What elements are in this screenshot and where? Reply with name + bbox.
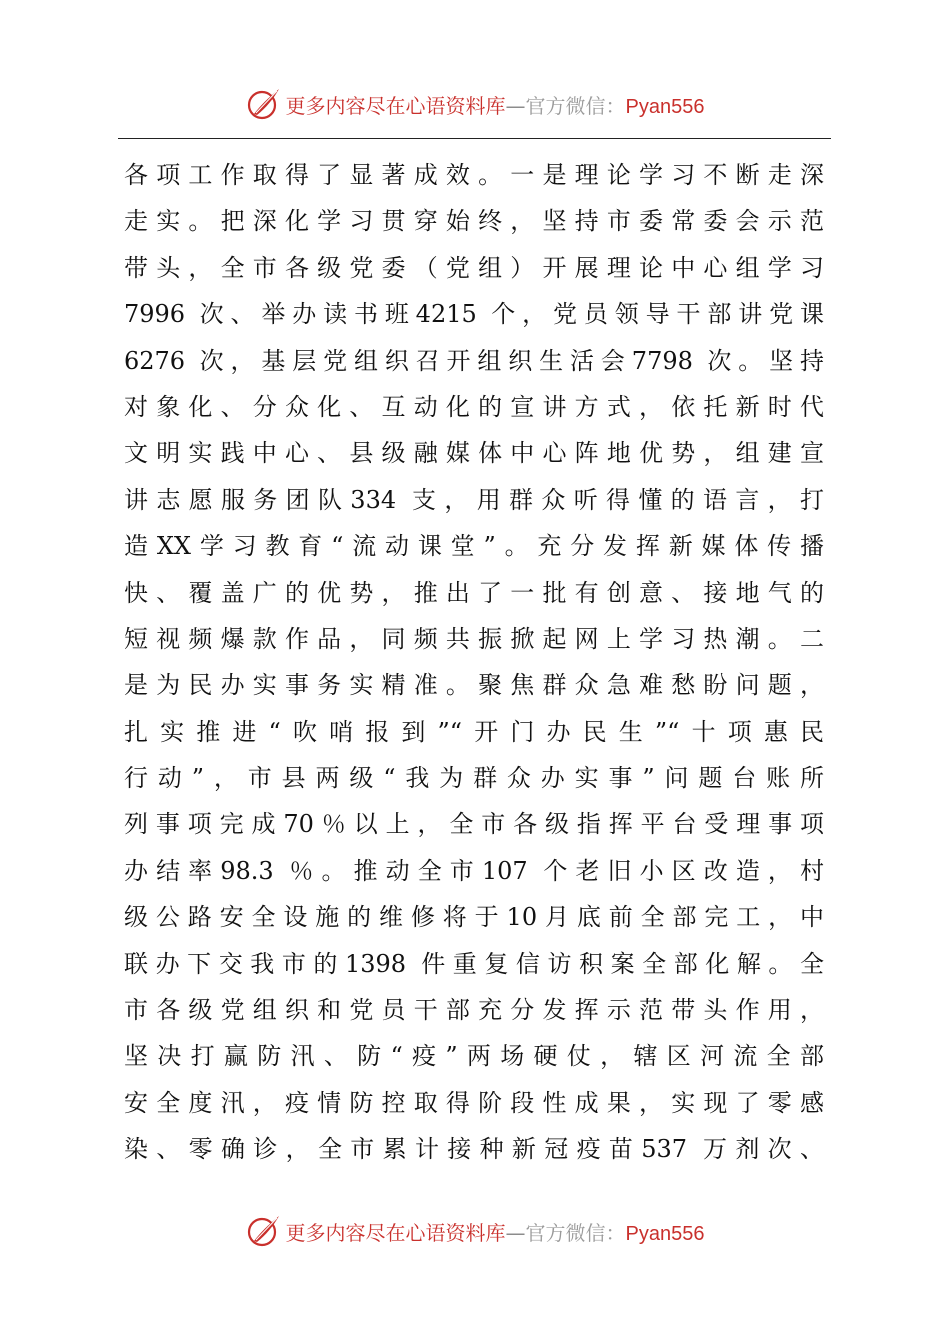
quill-logo-icon [246,1213,282,1249]
text-line: 7996 次、举办读书班4215 个，党员领导干部讲党课 [124,300,824,329]
text-line: 各项工作取得了显著成效。一是理论学习不断走深 [124,161,824,189]
footer-banner [0,1211,950,1251]
separator: — [505,1220,526,1245]
wechat-label: 官方微信： [525,93,626,118]
text-line: 文明实践中心、县级融媒体中心阵地优势，组建宣 [124,439,824,468]
text-line: 走实。把深化学习贯穿始终，坚持市委常委会示范 [124,207,824,236]
brand-text: 更多内容尽在心语资料库 [285,1220,506,1245]
header-divider [118,138,831,139]
text-line: 快、覆盖广的优势，推出了一批有创意、接地气的 [124,578,824,607]
header-banner [0,84,950,124]
text-line: 讲志愿服务团队334 支，用群众听得懂的语言，打 [124,485,824,514]
text-line: 联办下交我市的1398 件重复信访积案全部化解。全 [124,949,824,978]
text-line: 列事项完成70％以上，全市各级指挥平台受理事项 [124,810,824,839]
text-line: 带头，全市各级党委（党组）开展理论中心组学习 [124,253,824,282]
text-line: 坚决打赢防汛、防“疫”两场硬仗，辖区河流全部 [124,1042,824,1071]
text-line: 对象化、分众化、互动化的宣讲方式，依托新时代 [124,392,824,421]
text-line: 安全度汛，疫情防控取得阶段性成果，实现了零感 [124,1088,824,1117]
text-line: 市各级党组织和党员干部充分发挥示范带头作用， [124,996,824,1025]
quill-logo-icon [246,86,282,122]
text-line: 扎实推进“吹哨报到”“开门办民生”“十项惠民 [124,717,824,746]
separator: — [505,93,526,118]
brand-text: 更多内容尽在心语资料库 [285,93,506,118]
text-line: 6276 次，基层党组织召开组织生活会7798 次。坚持 [124,346,824,375]
wechat-label: 官方微信： [525,1220,626,1245]
text-line: 级公路安全设施的维修将于10月底前全部完工，中 [124,903,824,932]
wechat-id: Pyan556 [625,95,705,118]
text-line: 短视频爆款作品，同频共振掀起网上学习热潮。二 [124,624,824,653]
text-line: 染、零确诊，全市累计接种新冠疫苗537 万剂次、 [124,1135,824,1164]
text-line: 是为民办实事务实精准。聚焦群众急难愁盼问题， [124,671,824,700]
text-line: 行动”，市县两级“我为群众办实事”问题台账所 [124,764,824,793]
text-line: 造XX学习教育“流动课堂”。充分发挥新媒体传播 [124,532,824,561]
text-line: 办结率98.3 ％。推动全市107 个老旧小区改造，村 [124,856,824,885]
document-body [124,152,824,1173]
wechat-id: Pyan556 [625,1222,705,1245]
